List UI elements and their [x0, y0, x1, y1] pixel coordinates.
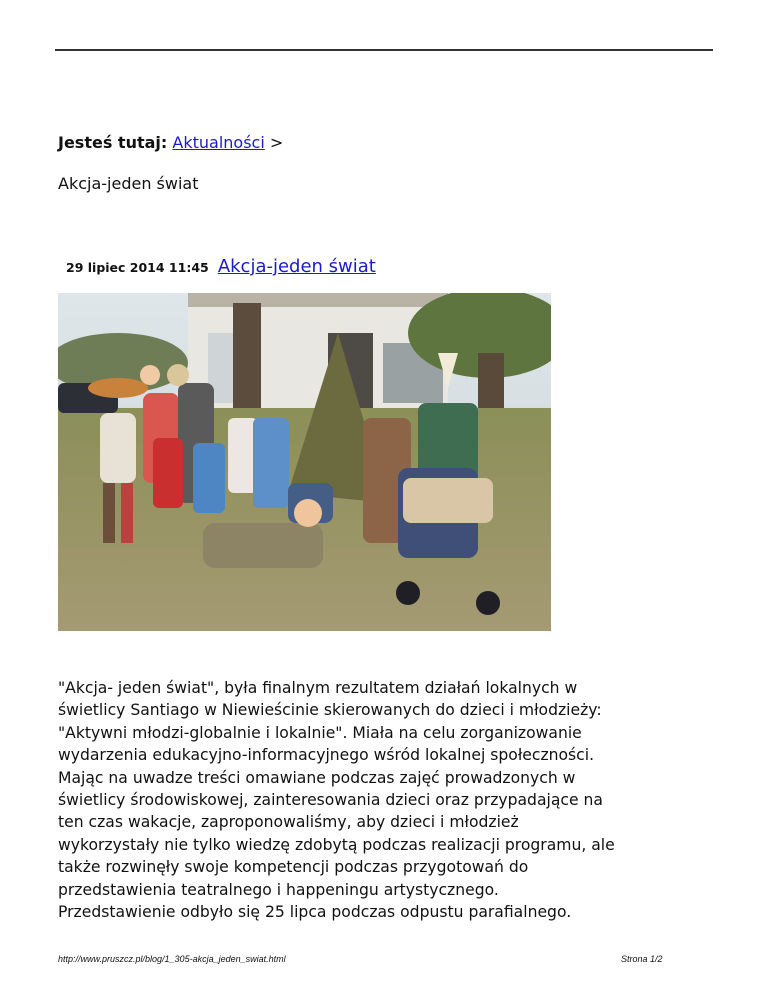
footer-url: http://www.pruszcz.pl/blog/1_305-akcja_jeden_swiat.html — [58, 954, 286, 964]
breadcrumb — [58, 132, 283, 154]
article-title-link[interactable]: Akcja-jeden świat — [217, 256, 376, 277]
article-meta — [66, 256, 376, 277]
page-title: Akcja-jeden świat — [58, 174, 199, 193]
article-photo — [58, 293, 551, 631]
breadcrumb-separator: > — [269, 133, 284, 152]
breadcrumb-label: Jesteś tutaj: — [58, 133, 168, 152]
footer-page-number: Strona 1/2 — [621, 954, 663, 964]
article-body: "Akcja- jeden świat", była finalnym rezultatem działań lokalnych w świetlicy Santiago w Niewieścinie skierowanych do dzieci i młodzieży: "Aktywni młodzi-globalnie i lokalnie". Miała na celu zorganizowanie wydarzenia edukacyjno-informacyjnego wśród lokalnej społeczności. Mając na uwadze treści omawiane podczas zajęć prowadzonych w świetlicy środowiskowej, zainteresowania dzieci oraz przypadające na ten czas wakacje, zaproponowaliśmy, aby dzieci i młodzież wykorzystały nie tylko wiedzę zdobytą podczas realizacji programu, ale także rozwinęły swoje kompetencji podczas przygotowań do przedstawienia teatralnego i happeningu artystycznego. Przedstawienie odbyło się 25 lipca podczas odpustu parafialnego. — [58, 679, 615, 922]
header-divider — [55, 49, 713, 51]
breadcrumb-link-aktualnosci[interactable]: Aktualności — [172, 133, 265, 152]
article-date: 29 lipiec 2014 11:45 — [66, 260, 209, 275]
